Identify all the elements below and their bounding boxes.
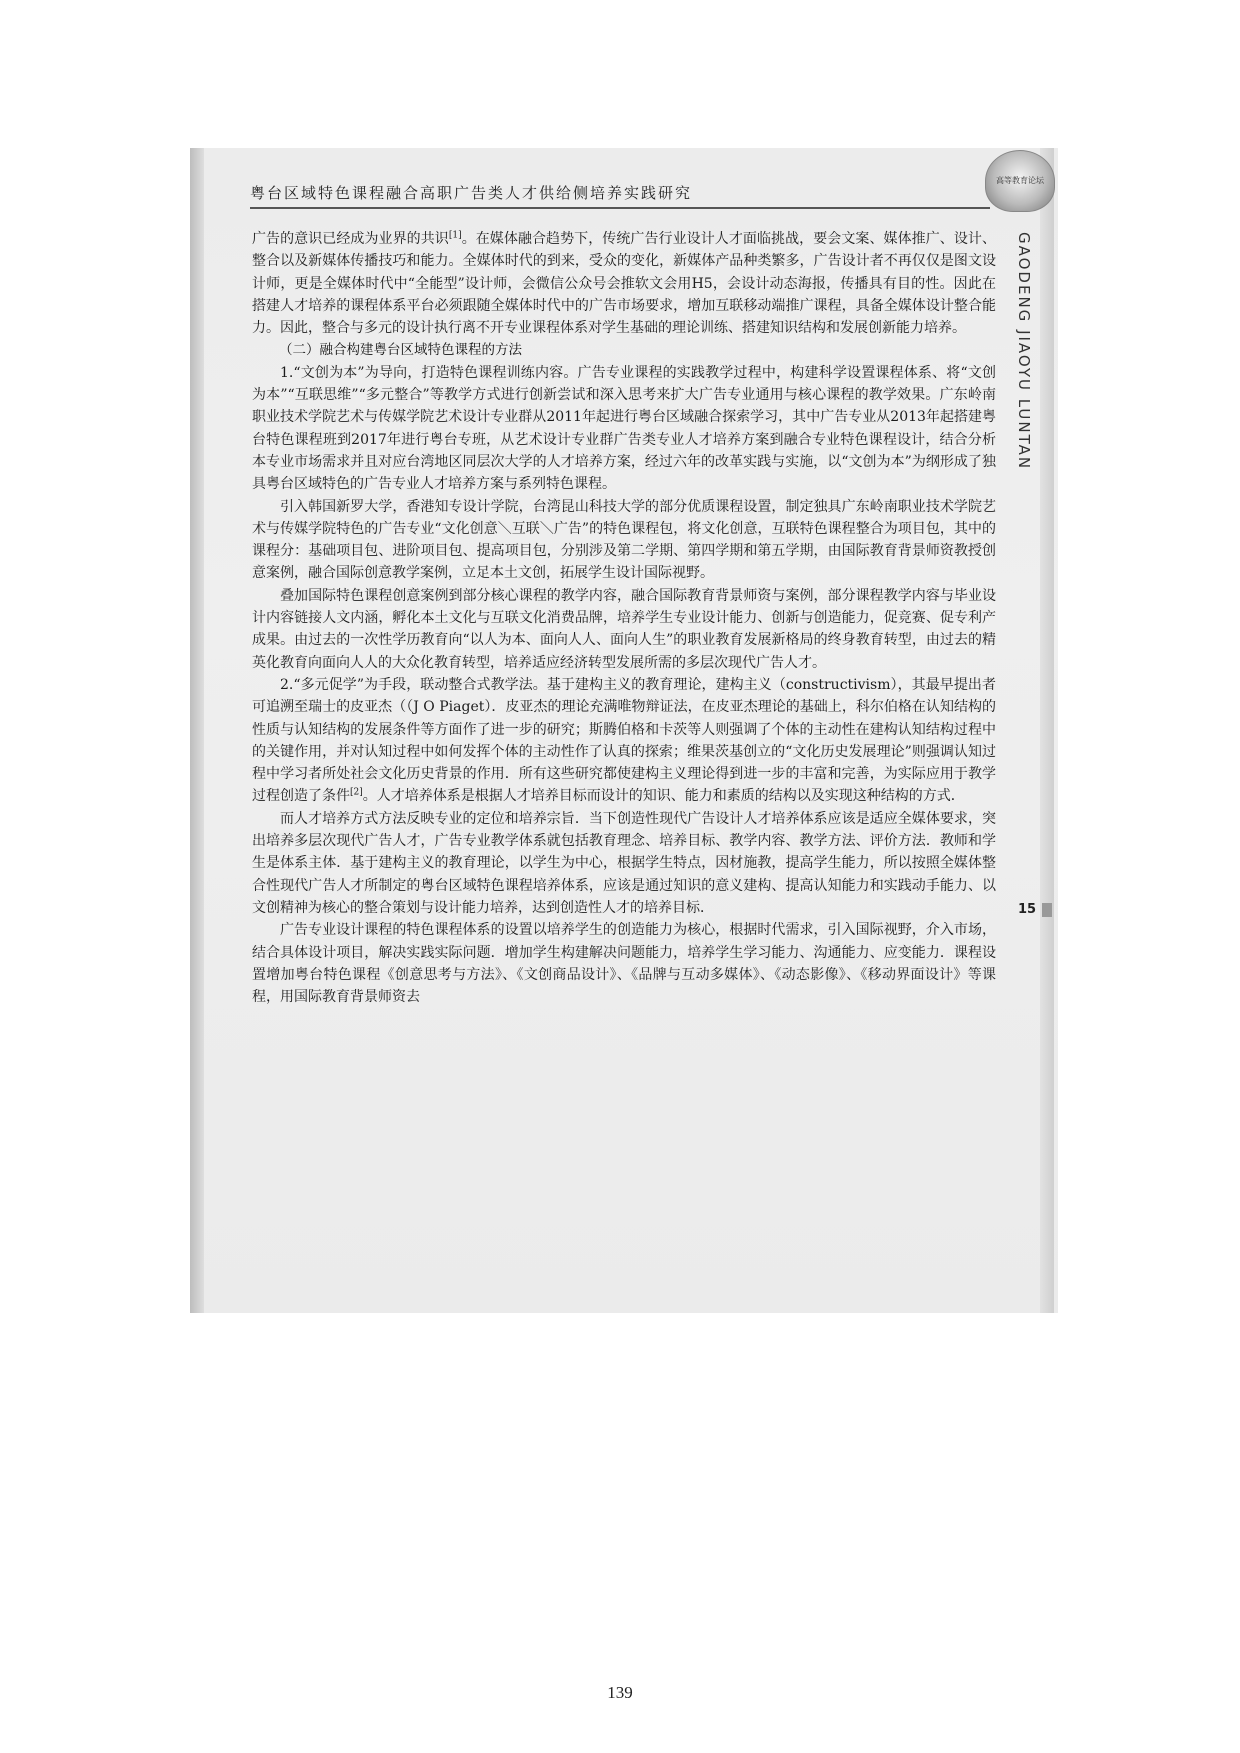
paragraph [252, 674, 996, 808]
section-heading: （二）融合构建粤台区域特色课程的方法 [279, 342, 522, 359]
paragraph-text: 。在媒体融合趋势下，传统广告行业设计人才面临挑战，要会文案、媒体推广、设计、整合以及新媒体传播技巧和能力。全媒体时代的到来，受众的变化，新媒体产品种类繁多，广告设计者不再仅仅是图文设计师，更是全媒体时代中“全能型”设计师，会微信公众号会推软文会用H5，会设计动态海报，传播具有目的性。因此在搭建人才培养的课程体系平台必须跟随全媒体时代中的广告市场要求，增加互联移动端推广课程，具备全媒体设计整合能力。因此，整合与多元的设计执行离不开专业课程体系对学生基础的理论训练、搭建知识结构和发展创新能力培养。 [252, 231, 996, 337]
citation: [1] [448, 230, 462, 241]
running-header: 粤台区域特色课程融合高职广告类人才供给侧培养实践研究 [250, 182, 990, 209]
side-running-title: GAODENG JIAOYU LUNTAN [1015, 232, 1033, 471]
logo-text: 高等教育论坛 [996, 176, 1044, 185]
paragraph-text: 广告的意识已经成为业界的共识 [252, 231, 449, 247]
paragraph [252, 228, 996, 339]
paragraph: 引入韩国新罗大学，香港知专设计学院，台湾昆山科技大学的部分优质课程设置，制定独具广东岭南职业技术学院艺术与传媒学院特色的广告专业“文化创意＼互联＼广告”的特色课程包，将文化创意，互联特色课程整合为项目包，其中的课程分：基础项目包、进阶项目包、提高项目包，分别涉及第二学期、第四学期和第五学期，由国际教育背景师资教授创意案例，融合国际创意教学案例，立足本土文创，拓展学生设计国际视野。 [252, 498, 996, 582]
paragraph: 1.“文创为本”为导向，打造特色课程训练内容。广告专业课程的实践教学过程中，构建科学设置课程体系、将“文创为本”“互联思维”“多元整合”等教学方式进行创新尝试和深入思考来扩大广告专业通用与核心课程的教学效果。广东岭南职业技术学院艺术与传媒学院艺术设计专业群从2011年起进行粤台区域融合探索学习，其中广告专业从2013年起搭建粤台特色课程班到2017年进行粤台专班，从艺术设计专业群广告类专业人才培养方案到融合专业特色课程设计，结合分析本专业市场需求并且对应台湾地区同层次大学的人才培养方案，经过六年的改革实践与实施，以“文创为本”为纲形成了独具粤台区域特色的广告专业人才培养方案与系列特色课程。 [252, 364, 996, 493]
paragraph-text: 2.“多元促学”为手段，联动整合式教学法。基于建构主义的教育理论，建构主义（constructivism），其最早提出者可追溯至瑞士的皮亚杰（（J O Piaget）．皮亚杰的理论充满唯物辩证法，在皮亚杰理论的基础上，科尔伯格在认知结构的性质与认知结构的发展条件等方面作了进一步的研究；斯腾伯格和卡茨等人则强调了个体的主动性在建构认知结构过程中的关键作用，并对认知过程中如何发挥个体的主动性作了认真的探索；维果茨基创立的“文化历史发展理论”则强调认知过程中学习者所处社会文化历史背景的作用．所有这些研究都使建构主义理论得到进一步的丰富和完善，为实际应用于教学过程创造了条件 [252, 676, 996, 805]
side-page-marker [1042, 903, 1052, 917]
binding-gutter [190, 148, 204, 1313]
side-page-number: 15 [1018, 902, 1037, 917]
citation: [2] [350, 787, 363, 798]
paragraph-text: 。人才培养体系是根据人才培养目标而设计的知识、能力和素质的结构以及实现这种结构的方式． [362, 788, 965, 805]
page-number: 139 [607, 1683, 633, 1702]
paragraph: 广告专业设计课程的特色课程体系的设置以培养学生的创造能力为核心，根据时代需求，引入国际视野，介入市场，结合具体设计项目，解决实践实际问题．增加学生构建解决问题能力，培养学生学习能力、沟通能力、应变能力．课程设置增加粤台特色课程《创意思考与方法》、《文创商品设计》、《品牌与互动多媒体》、《动态影像》、《移动界面设计》等课程，用国际教育背景师资去 [252, 922, 996, 1006]
journal-logo-icon [985, 150, 1055, 212]
paragraph: 而人才培养方式方法反映专业的定位和培养宗旨．当下创造性现代广告设计人才培养体系应该是适应全媒体要求，突出培养多层次现代广告人才，广告专业教学体系就包括教育理念、培养目标、教学内容、教学方法、评价方法．教师和学生是体系主体．基于建构主义的教育理论，以学生为中心，根据学生特点，因材施教，提高学生能力，所以按照全媒体整合性现代广告人才所制定的粤台区域特色课程培养体系，应该是通过知识的意义建构、提高认知能力和实践动手能力、以文创精神为核心的整合策划与设计能力培养，达到创造性人才的培养目标． [252, 810, 996, 916]
article-body [252, 228, 996, 1008]
paragraph: 叠加国际特色课程创意案例到部分核心课程的教学内容，融合国际教育背景师资与案例，部分课程教学内容与毕业设计内容链接人文内涵，孵化本土文化与互联文化消费品牌，培养学生专业设计能力、创新与创造能力，促竞赛、促专利产成果。由过去的一次性学历教育向“以人为本、面向人人、面向人生”的职业教育发展新格局的终身教育转型，由过去的精英化教育向面向人人的大众化教育转型，培养适应经济转型发展所需的多层次现代广告人才。 [252, 587, 996, 671]
page-edge [1040, 148, 1054, 1313]
